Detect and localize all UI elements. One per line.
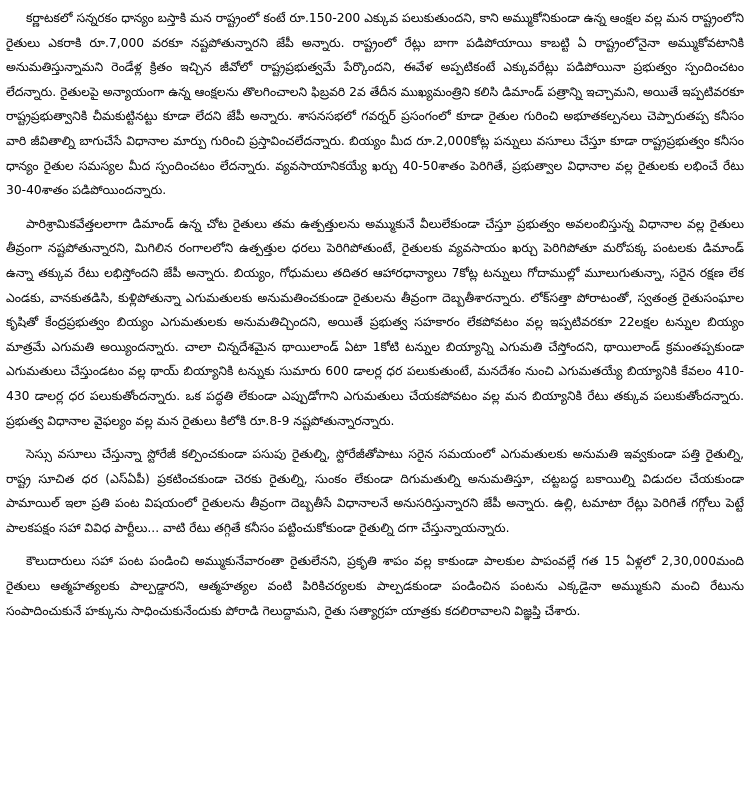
article-page [6, 6, 744, 784]
paragraph-3: సెస్సు వసూలు చేస్తున్నా స్టోరేజీ కల్పించకుండా పసుపు రైతుల్ని, స్టోరేజీతోపాటు సరైన సమయంలో ఎగుమతులకు అనుమతి ఇవ్వకుండా పత్తి రైతుల్ని, రాష్ట్ర సూచిత ధర (ఎస్ఏపీ) ప్రకటించకుండా చెరకు రైతుల్ని, సుంకం లేకుండా దిగుమతుల్ని అనుమతిస్తూ, చట్టబద్ధ బకాయిల్ని విడుదల చేయకుండా పామాయిల్ ఇలా ప్రతి పంట విషయంలో రైతులను తీవ్రంగా దెబ్బతీసే విధానాలనే అనుసరిస్తున్నారని జేపీ అన్నారు. ఉల్లి, టమాటా రేట్లు పెరిగితే గగ్గోలు పెట్టే పాలకపక్షం సహా వివిధ పార్టీలు... వాటి రేటు తగ్గితే కనీసం పట్టించుకోకుండా రైతుల్ని దగా చేస్తున్నాయన్నారు. [6, 447, 744, 535]
paragraph-1: కర్ణాటకలో సన్నరకం ధాన్యం బస్తాకి మన రాష్ట్రంలో కంటే రూ.150-200 ఎక్కువ పలుకుతుందని, కాని అమ్ముకోనికుండా ఉన్న ఆంక్షల వల్ల మన రాష్ట్రంలోని రైతులు ఎకరాకి రూ.7,000 వరకూ నష్టపోతున్నారని జేపీ అన్నారు. రాష్ట్రంలో రేట్లు బాగా పడిపోయాయి కాబట్టి ఏ రాష్ట్రంలోనైనా అమ్ముకోవటానికి అనుమతిస్తున్నామని రెండేళ్ల క్రితం ఇచ్చిన జీవోలో రాష్ట్రప్రభుత్వమే పేర్కొందని, ఈవేళ అప్పటికంటే ఎక్కువరేట్లు పడిపోయినా ప్రభుత్వం స్పందించటం లేదన్నారు. రైతులపై అన్యాయంగా ఉన్న ఆంక్షలను తొలగించాలని ఫిబ్రవరి 2వ తేదీన ముఖ్యమంత్రిని కలిసి డిమాండ్ పత్రాన్ని ఇచ్చామని, అయితే ఇప్పటివరకూ రాష్ట్రప్రభుత్వానికి చీమకుట్టినట్టు కూడా లేదని జేపీ అన్నారు. శాసనసభలో గవర్నర్ ప్రసంగంలో కూడా రైతుల గురించి అభూతకల్పనలు చెప్పారుతప్ప కనీసం వారి జీవితాల్ని బాగుచేసే విధానాల మార్పు గురించి ప్రస్తావించలేదన్నారు. బియ్యం మీద రూ.2,000కోట్ల పన్నులు వసూలు చేస్తూ కూడా రాష్ట్రప్రభుత్వం కనీసం ధాన్యం రైతుల సమస్యల మీద స్పందించటం లేదన్నారు. వ్యవసాయానికయ్యే ఖర్చు 40-50శాతం పెరిగితే, ప్రభుత్వాల విధానాల వల్ల రైతులకు లభించే రేటు 30-40శాతం పడిపోయిందన్నారు. [6, 11, 744, 198]
paragraph-2: పారిశ్రామికవేత్తలలాగా డిమాండ్ ఉన్న చోట రైతులు తమ ఉత్పత్తులను అమ్ముకునే వీలులేకుండా చేస్తూ ప్రభుత్వం అవలంబిస్తున్న విధానాల వల్ల రైతులు తీవ్రంగా నష్టపోతున్నారని, మిగిలిన రంగాలలోని ఉత్పత్తుల ధరలు పెరిగిపోతుంటే, రైతులకు వ్యవసాయం ఖర్చు పెరిగిపోతూ మరోపక్క పంటలకు డిమాండ్ ఉన్నా తక్కువ రేటు లభిస్తోందని జేపీ అన్నారు. బియ్యం, గోధుమలు తదితర ఆహారధాన్యాలు 7కోట్ల టన్నులు గోదాముల్లో మూలుగుతున్నా, సరైన రక్షణ లేక ఎండకు, వానకుతడిసి, కుళ్లిపోతున్నా ఎగుమతులకు అనుమతించకుండా రైతులను తీవ్రంగా దెబ్బతీశారన్నారు. లోక్‌సత్తా పోరాటంతో, స్వతంత్ర రైతుసంఘాల కృషితో కేంద్రప్రభుత్వం బియ్యం ఎగుమతులకు అనుమతిచ్చిందని, అయితే ప్రభుత్వ సహకారం లేకపోవటం వల్ల ఇప్పటివరకూ 22లక్షల టన్నుల బియ్యం మాత్రమే ఎగుమతి అయ్యిందన్నారు. చాలా చిన్నదేశమైన థాయిలాండ్ ఏటా 1కోటి టన్నుల బియ్యాన్ని ఎగుమతి చేస్తోందని, థాయిలాండ్ క్రమంతప్పకుండా ఎగుమతులు చేస్తుండటం వల్ల థాయ్ బియ్యానికి టన్నుకు సుమారు 600 డాలర్ల ధర పలుకుతుంటే, మనదేశం నుంచి ఎగుమతయ్యే బియ్యానికి కేవలం 410-430 డాలర్ల ధర పలుకుతోందన్నారు. ఒక పద్ధతి లేకుండా ఎప్పుడోగాని ఎగుమతులు చేయకపోవటం వల్ల మన బియ్యానికి రేటు తక్కువ పలుకుతోందన్నారు. ప్రభుత్వ విధానాల వైఫల్యం వల్ల మన రైతులు కిలోకి రూ.8-9 నష్టపోతున్నారన్నారు. [6, 216, 744, 428]
paragraph-4: కౌలుదారులు సహా పంట పండించి అమ్ముకునేవారంతా రైతులేనని, ప్రకృతి శాపం వల్ల కాకుండా పాలకుల పాపంవల్లే గత 15 ఏళ్లలో 2,30,000మంది రైతులు ఆత్మహత్యలకు పాల్పడ్డారని, ఆత్మహత్యల వంటి పిరికిచర్యలకు పాల్పడకుండా పండించిన పంటను ఎక్కడైనా అమ్ముకుని మంచి రేటును సంపాదించుకునే హక్కును సాధించుకునేందుకు పోరాడి గెలుద్దామని, రైతు సత్యాగ్రహ యాత్రకు కదలిరావాలని విజ్ఞప్తి చేశారు. [6, 554, 744, 618]
